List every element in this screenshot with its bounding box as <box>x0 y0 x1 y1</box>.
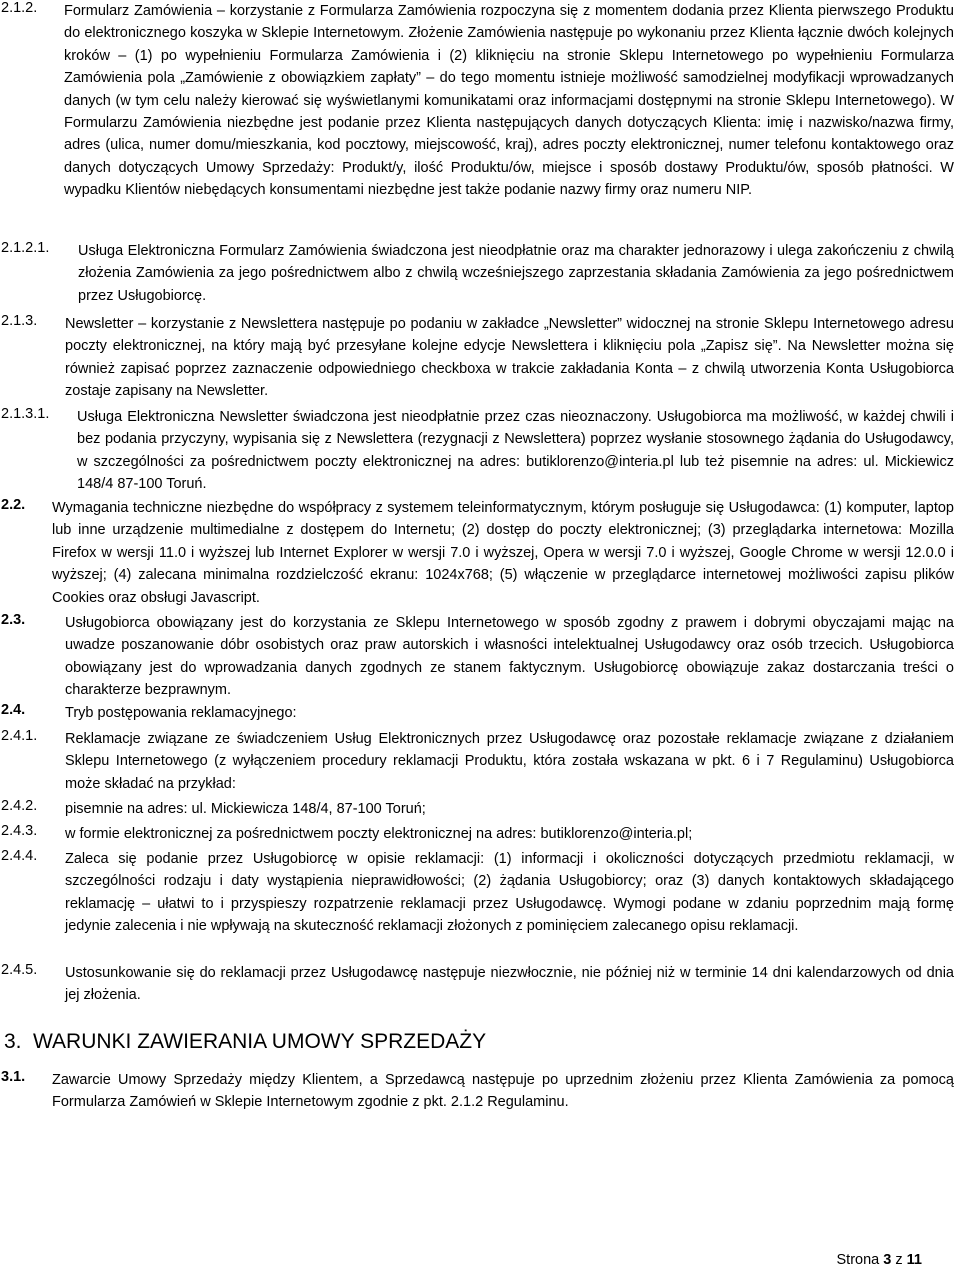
paragraph-text: Formularz Zamówienia – korzystanie z Formularza Zamówienia rozpoczyna się z momentem dodania przez Klienta pierwszego Produktu do elektronicznego koszyka w Sklepie Internetowym. Złożenie Zamówienia następuje po wykonaniu przez Klienta łącznie dwóch kolejnych kroków – (1) po wypełnieniu Formularza Zamówienia i (2) kliknięciu na stronie Sklepu Internetowego po wypełnieniu Formularza Zamówienia pola „Zamówienie z obowiązkiem zapłaty” – do tego momentu istnieje możliwość samodzielnej modyfikacji wprowadzanych danych (w tym celu należy kierować się wyświetlanymi komunikatami oraz informacjami dostępnymi na stronie Sklepu Internetowego). W Formularzu Zamówienia niezbędne jest podanie przez Klienta następujących danych dotyczących Klienta: imię i nazwisko/nazwa firmy, adres (ulica, numer domu/mieszkania, kod pocztowy, miejscowość, kraj), adres poczty elektronicznej, numer telefonu kontaktowego oraz danych dotyczących Umowy Sprzedaży: Produkt/y, ilość Produktu/ów, miejsce i sposób dostawy Produktu/ów, sposób płatności. W wypadku Klientów niebędących konsumentami niezbędne jest także podanie nazwy firmy oraz numeru NIP. <box>64 3 954 199</box>
section-title: WARUNKI ZAWIERANIA UMOWY SPRZEDAŻY <box>33 1030 487 1053</box>
paragraph-text: pisemnie na adres: ul. Mickiewicza 148/4, 87-100 Toruń; <box>65 801 426 817</box>
paragraph-number: 2.2. <box>1 497 26 513</box>
paragraph-text: Zaleca się podanie przez Usługobiorcę w opisie reklamacji: (1) informacji i okoliczności dotyczących przedmiotu reklamacji, w szczególności rodzaju i daty wystąpienia nieprawidłowości; (2) żądania Usługobiorcy; oraz (3) danych kontaktowych składającego reklamację – ułatwi to i przyspieszy rozpatrzenie reklamacji przez Usługodawcę. Wymogi podane w zdaniu poprzednim mają formę jedynie zalecenia i nie wpływają na skuteczność reklamacji złożonych z pominięciem zalecanego opisu reklamacji. <box>65 851 954 935</box>
paragraph-text: Usługobiorca obowiązany jest do korzystania ze Sklepu Internetowego w sposób zgodny z prawem i dobrymi obyczajami mając na uwadze poszanowanie dóbr osobistych oraz praw autorskich i własności intelektualnej Usługodawcy oraz osób trzecich. Usługobiorca obowiązany jest do wprowadzania danych zgodnych ze stanem faktycznym. Usługobiorcę obowiązuje zakaz dostarczania treści o charakterze bezprawnym. <box>65 615 954 699</box>
paragraph-text: Usługa Elektroniczna Formularz Zamówienia świadczona jest nieodpłatnie oraz ma charakter jednorazowy i ulega zakończeniu z chwilą złożenia Zamówienia za jego pośrednictwem albo z chwilą wcześniejszego zaprzestania składania Zamówienia za jego pośrednictwem przez Usługobiorcę. <box>78 243 954 304</box>
paragraph-text: Ustosunkowanie się do reklamacji przez Usługodawcę następuje niezwłocznie, nie później niż w terminie 14 dni kalendarzowych od dnia jej złożenia. <box>65 965 954 1004</box>
paragraph-number: 2.4.5. <box>1 962 38 978</box>
paragraph-number: 3.1. <box>1 1069 26 1085</box>
paragraph-number: 2.1.2. <box>1 0 38 16</box>
paragraph-text: Newsletter – korzystanie z Newslettera następuje po podaniu w zakładce „Newsletter” widocznej na stronie Sklepu Internetowego adresu poczty elektronicznej, na który mają być przesyłane kolejne edycje Newslettera i kliknięciu pola „Zapisz się”. Na Newsletter można się również zapisać poprzez zaznaczenie odpowiedniego checkboxa w trakcie zakładania Konta – z chwilą utworzenia Konta Usługobiorca zostaje zapisany na Newsletter. <box>65 316 954 400</box>
page-footer <box>837 1252 923 1268</box>
paragraph-number: 2.4. <box>1 702 26 718</box>
paragraph-text: Reklamacje związane ze świadczeniem Usług Elektronicznych przez Usługodawcę oraz pozostałe reklamacje związane z działaniem Sklepu Internetowego (z wyłączeniem procedury reklamacji Produktu, która została wskazana w pkt. 6 i 7 Regulaminu) Usługobiorca może składać na przykład: <box>65 731 954 792</box>
paragraph-text: Zawarcie Umowy Sprzedaży między Klientem, a Sprzedawcą następuje po uprzednim złożeniu przez Klienta Zamówienia za pomocą Formularza Zamówień w Sklepie Internetowym zgodnie z pkt. 2.1.2 Regulaminu. <box>52 1072 954 1111</box>
paragraph-number: 2.3. <box>1 612 26 628</box>
paragraph-number: 2.1.2.1. <box>1 240 50 256</box>
paragraph-text: Wymagania techniczne niezbędne do współpracy z systemem teleinformatycznym, którym posługuje się Usługodawca: (1) komputer, laptop lub inne urządzenie multimedialne z dostępem do Internetu; (2) dostęp do poczty elektronicznej; (3) przeglądarka internetowa: Mozilla Firefox w wersji 11.0 i wyższej lub Internet Explorer w wersji 7.0 i wyższej, Opera w wersji 7.0 i wyższej, Google Chrome w wersji 12.0.0 i wyższej; (4) zalecana minimalna rozdzielczość ekranu: 1024x768; (5) włączenie w przeglądarce internetowej możliwości zapisu plików Cookies oraz obsługi Javascript. <box>52 500 954 606</box>
footer-sep: z <box>895 1252 903 1268</box>
paragraph-text: w formie elektronicznej za pośrednictwem poczty elektronicznej na adres: butiklorenzo@interia.pl; <box>65 826 693 842</box>
paragraph-number: 2.4.1. <box>1 728 38 744</box>
section-number: 3. <box>4 1030 22 1053</box>
paragraph-number: 2.4.3. <box>1 823 38 839</box>
paragraph-number: 2.1.3.1. <box>1 406 50 422</box>
paragraph-number: 2.1.3. <box>1 313 38 329</box>
footer-page: 3 <box>883 1252 892 1268</box>
paragraph-text: Tryb postępowania reklamacyjnego: <box>65 705 297 721</box>
paragraph-number: 2.4.2. <box>1 798 38 814</box>
footer-prefix: Strona <box>836 1252 880 1268</box>
footer-total: 11 <box>906 1252 922 1268</box>
paragraph-number: 2.4.4. <box>1 848 38 864</box>
paragraph-text: Usługa Elektroniczna Newsletter świadczona jest nieodpłatnie przez czas nieoznaczony. Usługobiorca ma możliwość, w każdej chwili i bez podania przyczyny, wypisania się z Newslettera (rezygnacji z Newslettera) poprzez wysłanie stosownego żądania do Usługodawcy, w szczególności za pośrednictwem poczty elektronicznej na adres: butiklorenzo@interia.pl lub też pisemnie na adres: ul. Mickiewicz 148/4 87-100 Toruń. <box>77 409 954 493</box>
